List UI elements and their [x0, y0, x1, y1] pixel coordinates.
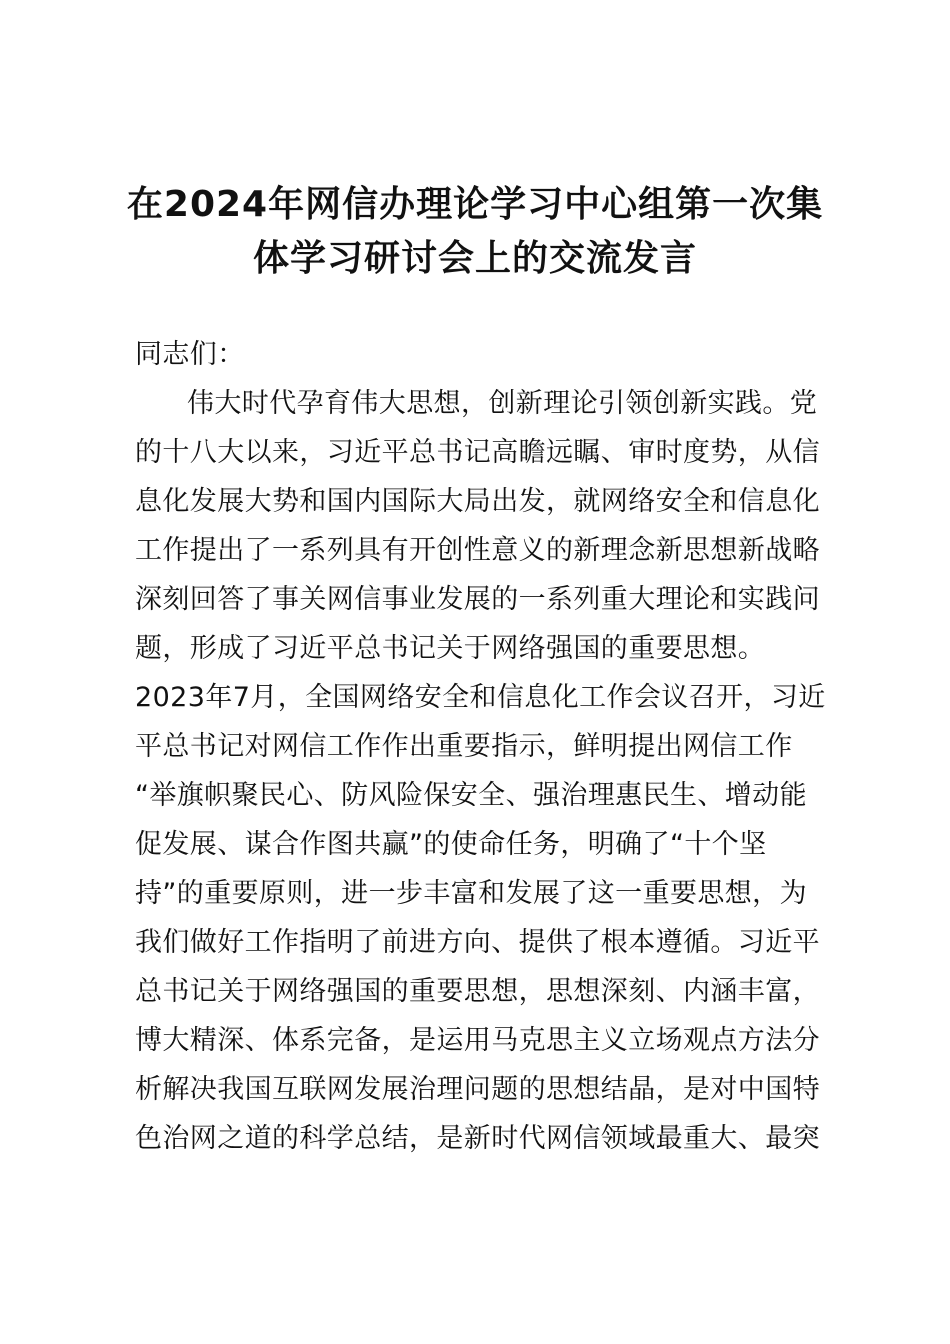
body-line: 工作提出了一系列具有开创性意义的新理念新思想新战略 — [135, 535, 820, 566]
document-body — [135, 330, 835, 1163]
body-line: 析解决我国互联网发展治理问题的思想结晶，是对中国特 — [135, 1074, 820, 1105]
salutation: 同志们： — [135, 339, 245, 370]
body-line: 伟大时代孕育伟大思想，创新理论引领创新实践。党 — [187, 388, 818, 419]
title-line-2: 体学习研讨会上的交流发言 — [252, 238, 697, 279]
body-line: 持”的重要原则，进一步丰富和发展了这一重要思想，为 — [135, 878, 807, 909]
body-line: 题，形成了习近平总书记关于网络强国的重要思想。 — [135, 633, 766, 664]
body-line: 博大精深、体系完备，是运用马克思主义立场观点方法分 — [135, 1025, 820, 1056]
body-line: 2023年7月，全国网络安全和信息化工作会议召开，习近 — [135, 682, 826, 713]
document-title — [100, 178, 850, 286]
body-line: “举旗帜聚民心、防风险保安全、强治理惠民生、增动能 — [135, 780, 807, 811]
body-line: 色治网之道的科学总结，是新时代网信领域最重大、最突 — [135, 1123, 820, 1154]
title-line-1: 在2024年网信办理论学习中心组第一次集 — [126, 184, 824, 225]
body-line: 的十八大以来，习近平总书记高瞻远瞩、审时度势，从信 — [135, 437, 820, 468]
body-line: 平总书记对网信工作作出重要指示，鲜明提出网信工作 — [135, 731, 793, 762]
body-line: 深刻回答了事关网信事业发展的一系列重大理论和实践问 — [135, 584, 820, 615]
body-line: 我们做好工作指明了前进方向、提供了根本遵循。习近平 — [135, 927, 820, 958]
body-line: 总书记关于网络强国的重要思想，思想深刻、内涵丰富， — [135, 976, 820, 1007]
body-line: 促发展、谋合作图共赢”的使命任务，明确了“十个坚 — [135, 829, 767, 860]
body-line: 息化发展大势和国内国际大局出发，就网络安全和信息化 — [135, 486, 820, 517]
